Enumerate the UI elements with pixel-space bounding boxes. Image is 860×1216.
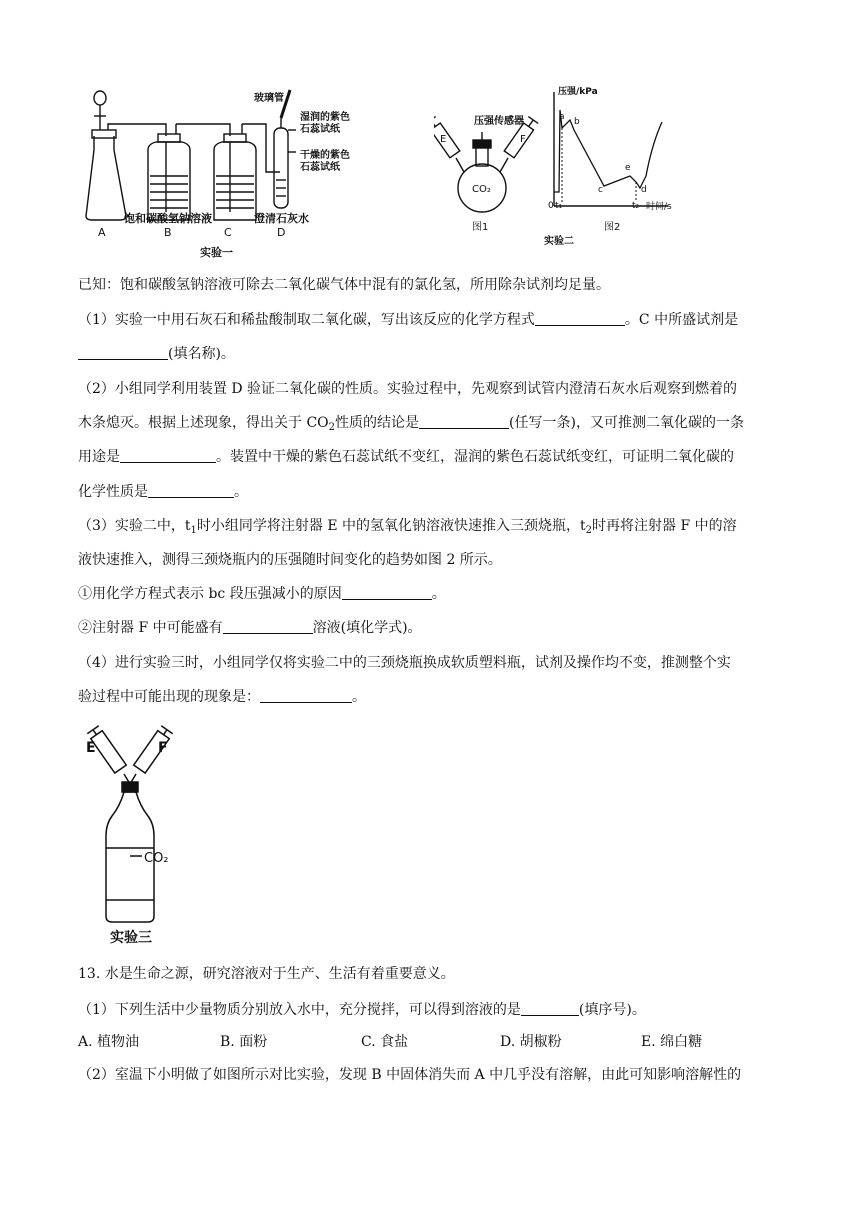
question-2-line4 [78,475,788,509]
exp2-fig1-caption: 图1 [472,222,489,233]
answer-blank[interactable] [521,1001,579,1016]
exp1-dry-paper-label-1: 干燥的紫色 [300,150,350,161]
answer-blank[interactable] [419,414,509,429]
exp3-gas-label: CO₂ [144,851,169,866]
exp3-label-e: E [86,740,96,756]
exp1-bottle-b-caption: 饱和碳酸氢钠溶液 [124,212,212,225]
option-a[interactable]: A. 植物油 [78,1034,140,1050]
subscript: 2 [585,525,593,536]
answer-blank[interactable] [223,619,313,634]
question-4-line2 [78,680,788,714]
exp2-label-f: F [520,134,526,145]
point-b: b [574,117,580,127]
q1-text-b: 。C 中所盛试剂是 [624,312,739,328]
pressure-chart [548,85,672,212]
q2-text: 。 [234,484,248,500]
question-2-line1: （2）小组同学利用装置 D 验证二氧化碳的性质。实验过程中，先观察到试管内澄清石灰水后观察到燃着的 [78,381,738,397]
option-b[interactable]: B. 面粉 [220,1034,268,1050]
answer-blank[interactable] [535,311,625,326]
exp2-caption: 实验二 [544,236,574,247]
question-3-2 [78,611,788,645]
answer-blank[interactable] [342,585,432,600]
q4-text: 验过程中可能出现的现象是： [78,689,260,705]
experiment-two-figure [434,84,684,254]
question-4-line1: （4）进行实验三时，小组同学仅将实验二中的三颈烧瓶换成软质塑料瓶，试剂及操作均不变，推测整个实 [78,655,731,671]
q3-text: ①用化学方程式表示 bc 段压强减小的原因 [78,586,342,602]
known-statement: 已知：饱和碳酸氢钠溶液可除去二氧化碳气体中混有的氯化氢，所用除杂试剂均足量。 [78,277,610,293]
exp2-sensor-label: 压强传感器 [474,116,524,127]
subscript: 1 [190,525,197,536]
point-c: c [598,185,603,195]
question-13-1 [78,993,788,1027]
q4-text: 。 [352,689,366,705]
q2-text: 。装置中干燥的紫色石蕊试纸不变红，湿润的紫色石蕊试纸变红，可证明二氧化碳的 [216,449,734,465]
question-3-line1 [78,509,788,543]
point-d: d [641,185,647,195]
answer-blank[interactable] [148,483,234,498]
exp1-label-d: D [277,226,286,239]
question-13-2: （2）室温下小明做了如图所示对比实验，发现 B 中固体消失而 A 中几乎没有溶解，由此可知影响溶解性的 [78,1067,742,1083]
q2-text: 木条熄灭。根据上述现象，得出关于 CO [78,415,329,431]
q2-text: (任写一条)，又可推测二氧化碳的一条 [509,415,744,431]
q3-text: 时小组同学将注射器 E 中的氢氧化钠溶液快速推入三颈烧瓶，t [196,518,586,534]
exp1-caption: 实验一 [200,246,233,259]
q3-text: 。 [431,586,446,602]
exp3-caption: 实验三 [110,930,152,946]
q1-text-c: (填名称)。 [168,346,235,362]
q13-text: (填序号)。 [578,1002,646,1018]
question-2-line2 [78,406,788,440]
q2-text: 性质的结论是 [335,415,420,431]
exp2-fig2-caption: 图2 [604,222,621,233]
exp1-wet-paper-label-1: 湿润的紫色 [300,112,350,123]
chart-t1: t₁ [555,201,563,211]
q3-text: （3）实验二中，t [78,518,191,534]
q2-text: 化学性质是 [78,484,148,500]
exp3-label-f: F [158,740,168,756]
q3-text: 时再将注射器 F 中的溶 [592,518,737,534]
question-3-line2: 液快速推入，测得三颈烧瓶内的压强随时间变化的趋势如图 2 所示。 [78,552,502,568]
question-1-line2 [78,337,788,371]
chart-origin: 0 [548,201,554,211]
answer-blank[interactable] [78,345,168,360]
experiment-one-figure [84,84,374,264]
pressure-curve [554,110,662,192]
question-2-line3 [78,440,788,474]
exp1-label-a: A [98,226,106,239]
exp1-glass-tube-label: 玻璃管 [254,93,284,104]
exp1-wet-paper-label-2: 石蕊试纸 [300,124,340,135]
q3-text: ②注射器 F 中可能盛有 [78,620,223,636]
point-a: a [559,112,565,122]
exp1-label-b: B [164,226,172,239]
option-d[interactable]: D. 胡椒粉 [500,1034,562,1050]
point-e: e [625,163,631,173]
exp1-label-c: C [224,226,232,239]
exp2-gas-label: CO₂ [472,184,491,195]
chart-ylabel: 压强/kPa [558,87,598,97]
option-c[interactable]: C. 食盐 [361,1034,409,1050]
exp1-dry-paper-label-2: 石蕊试纸 [300,162,340,173]
chart-t2: t₂ [632,201,640,211]
option-e[interactable]: E. 绵白糖 [641,1034,703,1050]
answer-blank[interactable] [260,688,352,703]
q3-text: 溶液(填化学式)。 [312,620,422,636]
exp2-label-e: E [440,134,447,145]
question-13: 13. 水是生命之源，研究溶液对于生产、生活有着重要意义。 [78,966,455,982]
experiment-three-figure [84,720,204,950]
subscript: 2 [328,422,336,433]
answer-blank[interactable] [120,448,216,463]
exp1-tube-d-caption: 澄清石灰水 [254,212,309,225]
q1-text-a: （1）实验一中用石灰石和稀盐酸制取二氧化碳，写出该反应的化学方程式 [78,312,535,328]
q2-text: 用途是 [78,449,120,465]
question-1 [78,303,788,337]
chart-xlabel: 时间/s [646,202,672,212]
question-3-1 [78,577,788,611]
q13-text: （1）下列生活中少量物质分别放入水中，充分搅拌，可以得到溶液的是 [78,1002,521,1018]
